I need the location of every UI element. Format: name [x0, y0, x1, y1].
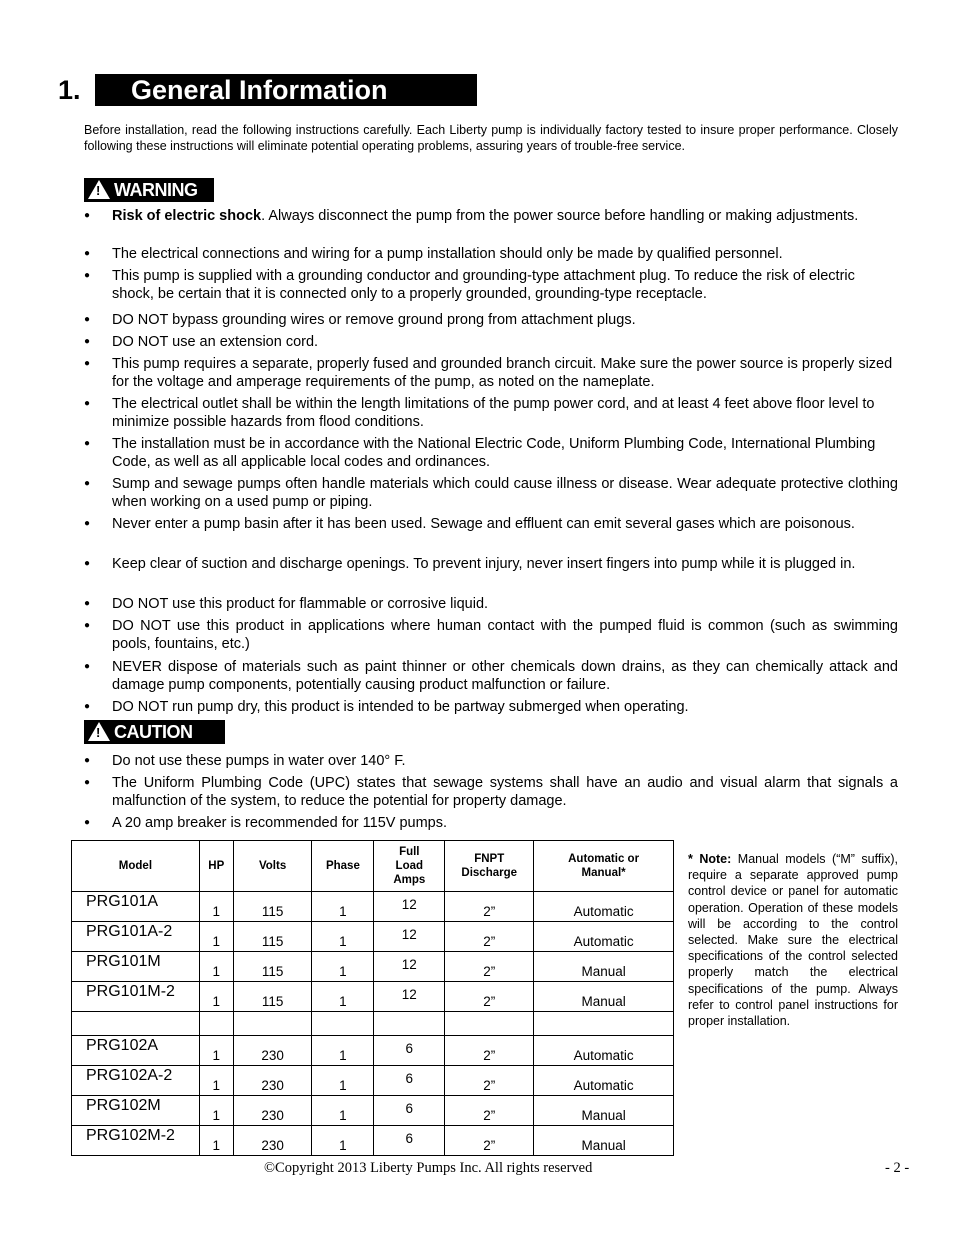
table-row [72, 1126, 674, 1156]
warning-item [84, 311, 898, 329]
warning-item-text: DO NOT use this product in applications where human contact with the pumped fluid is common (such as swimming pools, fountains, etc.) [112, 618, 898, 652]
warning-item-text: The electrical outlet shall be within the length limitations of the pump power cord, and at least 4 feet above floor level to minimize possible hazards from flood conditions. [112, 396, 875, 430]
cell-amps: 12 [374, 922, 445, 952]
cell-volts: 115 [233, 892, 312, 922]
cell-model: PRG102A-2 [72, 1066, 200, 1096]
cell-control: Manual [534, 982, 674, 1012]
warning-item [84, 435, 898, 471]
caution-label: CAUTION [114, 722, 193, 742]
intro-paragraph: Before installation, read the following instructions carefully. Each Liberty pump is individually factory tested to insure proper performance. Closely following these instructions will eliminate potential operating problems, assuring years of trouble-free service. [84, 123, 898, 153]
table-row [72, 922, 674, 952]
header-volts: Volts [233, 841, 312, 892]
cell-model: PRG101A-2 [72, 922, 200, 952]
cell-hp: 1 [199, 1066, 233, 1096]
warning-item [84, 595, 898, 613]
page-number: - 2 - [885, 1160, 910, 1176]
cell-hp: 1 [199, 1096, 233, 1126]
cell-amps: 12 [374, 892, 445, 922]
warning-item [84, 617, 898, 653]
header-model: Model [72, 841, 200, 892]
cell-control: Manual [534, 952, 674, 982]
cell-discharge: 2” [445, 922, 534, 952]
cell-amps [374, 1012, 445, 1036]
header-hp: HP [199, 841, 233, 892]
warning-item [84, 355, 898, 391]
cell-hp [199, 1012, 233, 1036]
warning-item [84, 555, 898, 573]
cell-control [534, 1012, 674, 1036]
cell-control: Automatic [534, 922, 674, 952]
table-row [72, 892, 674, 922]
cell-control: Automatic [534, 1036, 674, 1066]
header-amps: Full Load Amps [374, 841, 445, 892]
section-title-bar [95, 74, 477, 106]
cell-model: PRG101M [72, 952, 200, 982]
cell-control: Automatic [534, 1066, 674, 1096]
warning-item [84, 245, 898, 263]
warning-item-text: DO NOT run pump dry, this product is intended to be partway submerged when operating. [112, 699, 689, 715]
cell-volts: 115 [233, 982, 312, 1012]
header-phase: Phase [312, 841, 374, 892]
warning-item-text: The electrical connections and wiring for a pump installation should only be made by qualified personnel. [112, 246, 783, 262]
warning-item [84, 658, 898, 694]
header-discharge: FNPT Discharge [445, 841, 534, 892]
cell-hp: 1 [199, 982, 233, 1012]
cell-amps: 12 [374, 982, 445, 1012]
cell-hp: 1 [199, 952, 233, 982]
warning-triangle-icon [88, 180, 110, 199]
warning-label: WARNING [114, 180, 198, 200]
warning-item-text: This pump is supplied with a grounding conductor and grounding-type attachment plug. To reduce the risk of electric shock, be certain that it is connected only to a properly grounded, grounding-type receptacle. [112, 268, 855, 302]
cell-amps: 6 [374, 1126, 445, 1156]
caution-item: ● Do not use these pumps in water over 140° F. [84, 752, 898, 770]
cell-discharge: 2” [445, 1036, 534, 1066]
header-control: Automatic or Manual* [534, 841, 674, 892]
warning-item [84, 207, 898, 225]
table-row [72, 982, 674, 1012]
warning-item-text: The installation must be in accordance with the National Electric Code, Uniform Plumbing Code, International Plumbing Code, as well as all applicable local codes and ordinances. [112, 436, 876, 470]
cell-volts: 115 [233, 922, 312, 952]
warning-item [84, 475, 898, 511]
warning-badge [84, 178, 214, 202]
warning-item-text: Sump and sewage pumps often handle materials which could cause illness or disease. Wear adequate protective clothing when working on a used pump or piping. [112, 476, 898, 510]
cell-volts: 230 [233, 1036, 312, 1066]
cell-amps: 6 [374, 1036, 445, 1066]
section-number: 1. [58, 75, 81, 105]
cell-volts [233, 1012, 312, 1036]
warning-item-text: DO NOT bypass grounding wires or remove ground prong from attachment plugs. [112, 312, 636, 328]
cell-amps: 6 [374, 1096, 445, 1126]
cell-discharge [445, 1012, 534, 1036]
manual-models-note [688, 851, 898, 1029]
warning-item-text: NEVER dispose of materials such as paint thinner or other chemicals down drains, as they can chemically attack and damage pump components, potentially causing product malfunction or failure. [112, 659, 898, 693]
warning-item-text: This pump requires a separate, properly fused and grounded branch circuit. Make sure the power source is properly sized for the voltage and amperage requirements of the pump, as noted on the nameplate. [112, 356, 893, 390]
cell-model: PRG101M-2 [72, 982, 200, 1012]
cell-discharge: 2” [445, 982, 534, 1012]
warning-item [84, 333, 898, 351]
copyright-text: ©Copyright 2013 Liberty Pumps Inc. All rights reserved [264, 1160, 593, 1176]
cell-hp: 1 [199, 1036, 233, 1066]
table-row [72, 1036, 674, 1066]
cell-volts: 230 [233, 1096, 312, 1126]
cell-phase: 1 [312, 922, 374, 952]
cell-discharge: 2” [445, 892, 534, 922]
warning-item [84, 267, 898, 303]
cell-control: Manual [534, 1096, 674, 1126]
cell-control: Automatic [534, 892, 674, 922]
warning-item-text: DO NOT use this product for flammable or corrosive liquid. [112, 596, 489, 612]
section-title: General Information [131, 75, 388, 105]
note-label: * Note: [688, 852, 732, 866]
warning-item [84, 515, 898, 533]
table-header-row [72, 841, 674, 892]
note-text: Manual models (“M” suffix), require a separate approved pump control device or panel for automatic operation. Operation of these models will be according to the control selected. Make sure the electrical specifications of the control selected properly match the electrical specifications of the pump. Always refer to control panel instructions for proper installation. [688, 852, 899, 1029]
table-row [72, 1096, 674, 1126]
table-row [72, 952, 674, 982]
cell-volts: 115 [233, 952, 312, 982]
cell-discharge: 2” [445, 1096, 534, 1126]
cell-amps: 12 [374, 952, 445, 982]
cell-volts: 230 [233, 1126, 312, 1156]
cell-model: PRG102M-2 [72, 1126, 200, 1156]
warning-item-emphasis: Risk of electric shock [112, 208, 262, 224]
warning-item [84, 395, 898, 431]
cell-control: Manual [534, 1126, 674, 1156]
model-spec-table [71, 840, 674, 1156]
caution-item: ● A 20 amp breaker is recommended for 115V pumps. [84, 814, 898, 832]
cell-hp: 1 [199, 1126, 233, 1156]
table-row [72, 1012, 674, 1036]
cell-discharge: 2” [445, 1126, 534, 1156]
cell-model: PRG102A [72, 1036, 200, 1066]
cell-phase [312, 1012, 374, 1036]
cell-phase: 1 [312, 1066, 374, 1096]
cell-phase: 1 [312, 1096, 374, 1126]
cell-phase: 1 [312, 892, 374, 922]
warning-item-text: Keep clear of suction and discharge openings. To prevent injury, never insert fingers into pump while it is plugged in. [112, 556, 856, 572]
warning-item-text: . Always disconnect the pump from the power source before handling or making adjustments. [261, 208, 859, 224]
cell-phase: 1 [312, 1036, 374, 1066]
cell-model [72, 1012, 200, 1036]
cell-volts: 230 [233, 1066, 312, 1096]
cell-model: PRG102M [72, 1096, 200, 1126]
cell-amps: 6 [374, 1066, 445, 1096]
caution-item: ● The Uniform Plumbing Code (UPC) states that sewage systems shall have an audio and visual alarm that signals a malfunction of the system, to reduce the potential for property damage. [84, 774, 898, 810]
warning-item [84, 698, 898, 716]
table-row [72, 1066, 674, 1096]
warning-item-text: DO NOT use an extension cord. [112, 334, 319, 350]
cell-discharge: 2” [445, 952, 534, 982]
cell-phase: 1 [312, 952, 374, 982]
warning-item-text: Never enter a pump basin after it has been used. Sewage and effluent can emit several gases which are poisonous. [112, 516, 855, 532]
cell-phase: 1 [312, 982, 374, 1012]
cell-model: PRG101A [72, 892, 200, 922]
caution-badge [84, 720, 225, 744]
cell-discharge: 2” [445, 1066, 534, 1096]
cell-phase: 1 [312, 1126, 374, 1156]
cell-hp: 1 [199, 892, 233, 922]
cell-hp: 1 [199, 922, 233, 952]
warning-triangle-icon [88, 722, 110, 741]
